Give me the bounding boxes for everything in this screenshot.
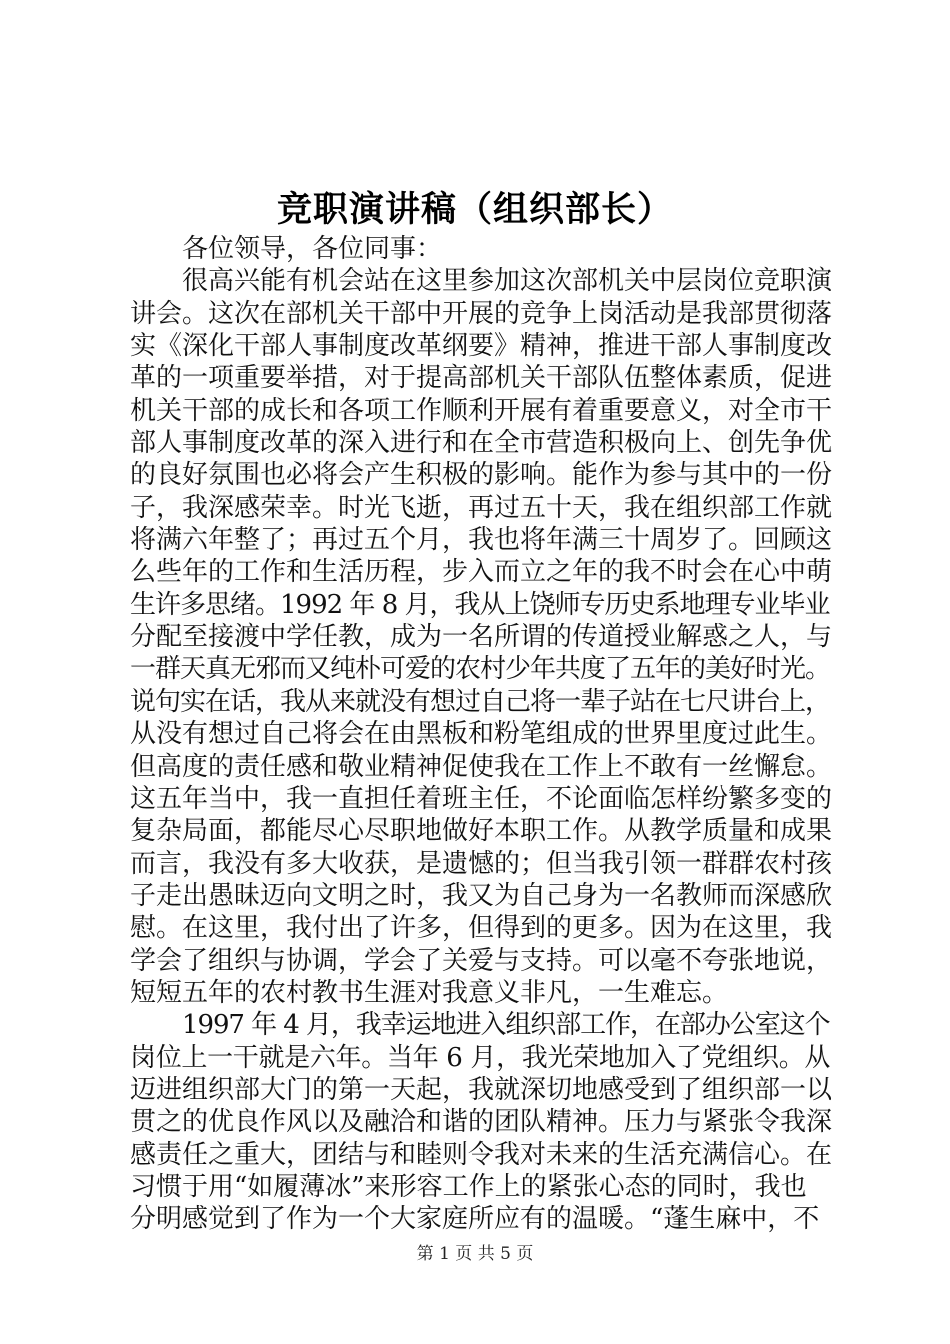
text-line: 么些年的工作和生活历程，步入而立之年的我不时会在心中萌 — [130, 557, 833, 588]
text-line: 机关干部的成长和各项工作顺利开展有着重要意义，对全市干 — [130, 395, 833, 426]
text-line: 感责任之重大，团结与和睦则令我对未来的生活充满信心。在 — [130, 1139, 833, 1170]
text-line: 慰。在这里，我付出了许多，但得到的更多。因为在这里，我 — [130, 913, 833, 944]
body-text — [130, 233, 833, 1236]
text-line: 部人事制度改革的深入进行和在全市营造积极向上、创先争优 — [130, 428, 833, 459]
text-line: 从没有想过自己将会在由黑板和粉笔组成的世界里度过此生。 — [130, 719, 833, 750]
text-line: 子走出愚昧迈向文明之时，我又为自己身为一名教师而深感欣 — [130, 880, 833, 911]
page-title: 竞职演讲稿（组织部长） — [276, 189, 673, 230]
text-line: 各位领导，各位同事： — [182, 234, 443, 264]
text-line: 但高度的责任感和敬业精神促使我在工作上不敢有一丝懈怠。 — [130, 751, 833, 782]
text-line: 将满六年整了；再过五个月，我也将年满三十周岁了。回顾这 — [130, 525, 833, 556]
text-line: 而言，我没有多大收获，是遗憾的；但当我引领一群群农村孩 — [130, 848, 833, 879]
text-line: 实《深化干部人事制度改革纲要》精神，推进干部人事制度改 — [130, 331, 833, 362]
page-footer: 第 1 页 共 5 页 — [416, 1244, 534, 1264]
text-line: 复杂局面，都能尽心尽职地做好本职工作。从教学质量和成果 — [130, 816, 833, 847]
text-line: 短短五年的农村教书生涯对我意义非凡，一生难忘。 — [130, 977, 729, 1008]
text-line: 一群天真无邪而又纯朴可爱的农村少年共度了五年的美好时光。 — [130, 654, 831, 685]
text-line: 革的一项重要举措，对于提高部机关干部队伍整体素质，促进 — [130, 363, 833, 394]
text-line: 这五年当中，我一直担任着班主任，不论面临怎样纷繁多变的 — [130, 783, 833, 814]
text-line: 学会了组织与协调，学会了关爱与支持。可以毫不夸张地说， — [130, 945, 833, 976]
text-line: 很高兴能有机会站在这里参加这次部机关中层岗位竞职演 — [182, 266, 833, 297]
text-line: 分配至接渡中学任教，成为一名所谓的传道授业解惑之人，与 — [130, 622, 833, 653]
text-line: 贯之的优良作风以及融洽和谐的团队精神。压力与紧张令我深 — [130, 1107, 833, 1138]
text-line: 说句实在话，我从来就没有想过自己将一辈子站在七尺讲台上， — [130, 686, 831, 717]
text-line: 子，我深感荣幸。时光飞逝，再过五十天，我在组织部工作就 — [130, 492, 833, 523]
text-line: 的良好氛围也必将会产生积极的影响。能作为参与其中的一份 — [130, 460, 833, 491]
text-line: 1997 年 4 月，我幸运地进入组织部工作，在部办公室这个 — [182, 1010, 830, 1041]
text-line: 迈进组织部大门的第一天起，我就深切地感受到了组织部一以 — [130, 1074, 833, 1105]
text-line: 岗位上一干就是六年。当年 6 月，我光荣地加入了党组织。从 — [130, 1042, 831, 1073]
text-line: 讲会。这次在部机关干部中开展的竞争上岗活动是我部贯彻落 — [130, 298, 833, 329]
text-line: 生许多思绪。1992 年 8 月，我从上饶师专历史系地理专业毕业 — [130, 589, 830, 620]
text-line: 分明感觉到了作为一个大家庭所应有的温暖。“蓬生麻中，不 — [130, 1204, 820, 1235]
text-line: 习惯于用“如履薄冰”来形容工作上的紧张心态的同时，我也 — [130, 1171, 807, 1202]
